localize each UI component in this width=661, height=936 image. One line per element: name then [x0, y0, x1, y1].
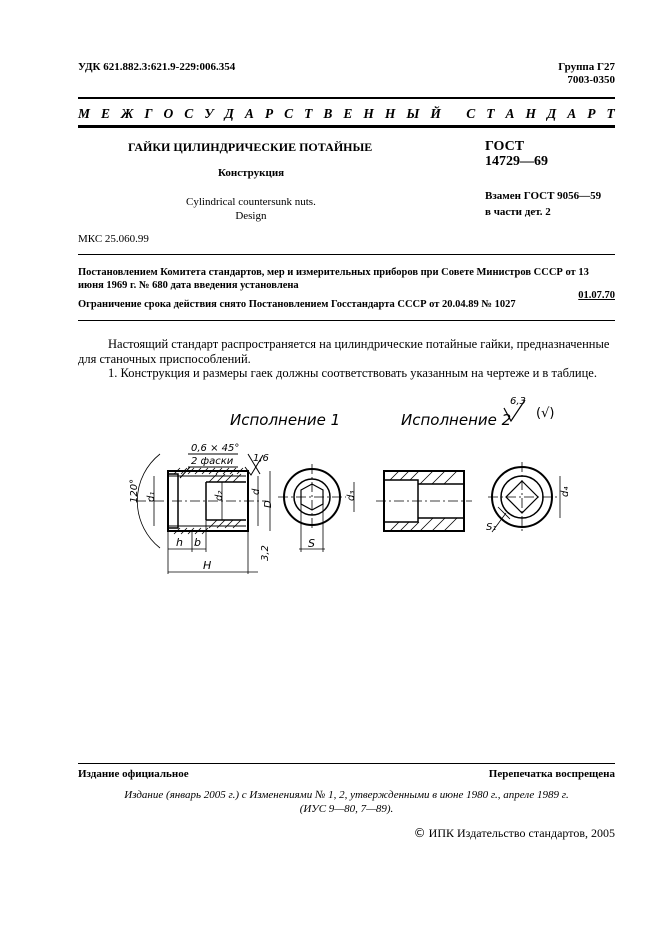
dim-d4-label: d₄	[560, 486, 571, 497]
gost-code: 14729—69	[485, 154, 548, 169]
banner-letter: Е	[343, 106, 353, 121]
top-rule	[78, 97, 615, 99]
banner-letter: Р	[587, 106, 596, 121]
roughness-value-2: 6,3	[510, 396, 526, 407]
banner-rule	[78, 125, 615, 128]
banner-letter: Т	[304, 106, 313, 121]
banner-letter: В	[323, 106, 333, 121]
banner-letter: Е	[101, 106, 111, 121]
gost-number	[485, 139, 548, 169]
banner-letter: Т	[606, 106, 615, 121]
decree-text: Постановлением Комитета стандартов, мер и измерительных приборов при Совете Министров СССР от 13 июня 1969 г. № 680 дата введения установлена	[78, 267, 589, 291]
banner-letter: Н	[384, 106, 396, 121]
chamfer-label: 0,6 × 45°	[191, 443, 240, 454]
footer-rule	[78, 763, 615, 764]
udk-code: УДК 621.882.3:621.9-229:006.354	[78, 61, 236, 73]
banner-letter: А	[505, 106, 515, 121]
clause-1: 1. Конструкция и размеры гаек должны соответствовать указанным на чертеже и в таблице.	[108, 366, 597, 380]
dim-d-label: d	[251, 488, 262, 495]
limit-note: Ограничение срока действия снято Постановлением Госстандарта СССР от 20.04.89 № 1027	[78, 299, 516, 310]
replaces-line-1: Взамен ГОСТ 9056—59	[485, 190, 602, 202]
standard-banner	[78, 106, 615, 122]
gost-label: ГОСТ	[485, 139, 525, 154]
banner-letter: О	[163, 106, 174, 121]
version-2-section	[376, 471, 472, 531]
document-subtitle: Конструкция	[218, 167, 285, 179]
mks-rule	[78, 254, 615, 255]
dim-d2-label: d₂	[214, 490, 225, 501]
roughness-value-1: 1,6	[253, 453, 269, 464]
reprint-prohibited: Перепечатка воспрещена	[488, 768, 615, 780]
copyright-text: ИПК Издательство стандартов, 2005	[428, 826, 615, 840]
edition-line-1: Издание (январь 2005 г.) с Изменениями № 1, 2, утвержденными в июне 1980 г., апреле 1989 г.	[124, 789, 569, 801]
document-title: ГАЙКИ ЦИЛИНДРИЧЕСКИЕ ПОТАЙНЫЕ	[128, 140, 373, 154]
dim-b-label: b	[194, 536, 201, 549]
banner-letter: А	[244, 106, 254, 121]
banner-letter: С	[466, 106, 476, 121]
banner-letter: Д	[547, 106, 557, 121]
banner-letter: С	[284, 106, 294, 121]
banner-letter: Г	[144, 106, 153, 121]
english-title-line-2: Design	[235, 210, 267, 222]
banner-letter: С	[184, 106, 194, 121]
version-2-end-view	[486, 462, 571, 534]
dim-H-label: H	[203, 559, 212, 572]
dim-h-label: h	[176, 536, 183, 549]
official-edition: Издание официальное	[78, 768, 189, 780]
mks-code: МКС 25.060.99	[78, 233, 149, 245]
roughness-paren: (√)	[536, 406, 555, 421]
dim-3-2-label: 3,2	[260, 545, 271, 561]
dim-D-label: D	[263, 500, 274, 508]
banner-letter: Т	[486, 106, 495, 121]
angle-label: 120°	[129, 478, 140, 503]
version-1-end-view	[278, 464, 357, 552]
banner-letter	[452, 106, 455, 122]
banner-letter: Р	[264, 106, 274, 121]
introduction-date: 01.07.70	[578, 290, 615, 301]
banner-letter: Ж	[121, 106, 134, 121]
banner-letter: М	[78, 106, 91, 121]
scope-paragraph: Настоящий стандарт распространяется на цилиндрические потайные гайки, предназначенные для станочных приспособлений.	[78, 337, 610, 366]
edition-line-2: (ИУС 9—80, 7—89).	[299, 803, 394, 815]
banner-letter: Н	[363, 106, 374, 121]
english-title-line-1: Cylindrical countersunk nuts.	[186, 196, 316, 208]
group-line-1: Группа Г27	[558, 61, 615, 73]
banner-letter: Д	[224, 106, 234, 121]
nut-drawing	[118, 392, 608, 582]
replaces-line-2: в части дет. 2	[485, 206, 551, 218]
decree-rule	[78, 320, 615, 321]
edition-note	[78, 788, 615, 816]
group-code	[558, 61, 615, 87]
roughness-sign	[504, 396, 554, 421]
chamfer-count-label: 2 фаски	[191, 456, 234, 467]
dim-S-label: S	[308, 537, 315, 550]
english-title	[186, 195, 316, 223]
version-1-section	[129, 443, 274, 574]
dim-S1-label: S₁	[486, 522, 497, 533]
dim-d3-label: d₃	[346, 490, 357, 501]
dim-d1-label: d₁	[146, 491, 157, 502]
copyright	[414, 826, 615, 841]
banner-letter: Н	[525, 106, 537, 121]
banner-letter: Ы	[406, 106, 420, 121]
group-line-2: 7003-0350	[567, 74, 615, 86]
label-version-2: Исполнение 2	[401, 411, 512, 429]
banner-letter: Й	[430, 106, 441, 121]
label-version-1: Исполнение 1	[230, 411, 341, 429]
copyright-icon: ©	[413, 826, 426, 840]
replaces-note	[485, 188, 601, 220]
banner-letter: У	[204, 106, 214, 121]
banner-letter: А	[567, 106, 577, 121]
